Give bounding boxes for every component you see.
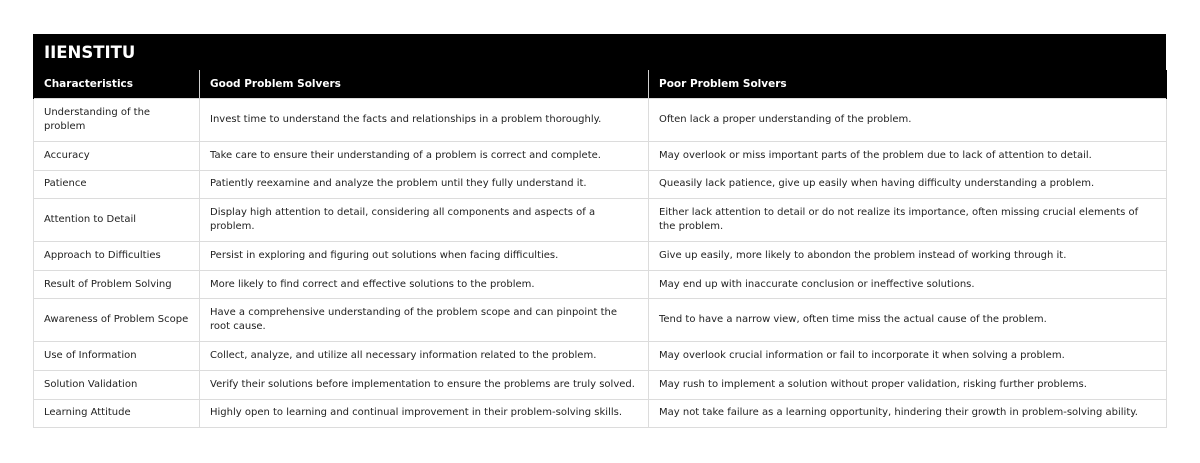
cell-poor: May not take failure as a learning opportunity, hindering their growth in problem-solving ability. [649,399,1167,428]
cell-poor: May overlook crucial information or fail to incorporate it when solving a problem. [649,342,1167,371]
cell-characteristic: Accuracy [34,142,200,171]
cell-characteristic: Solution Validation [34,370,200,399]
table-row [34,342,1167,371]
cell-poor: Queasily lack patience, give up easily when having difficulty understanding a problem. [649,170,1167,199]
cell-characteristic: Awareness of Problem Scope [34,299,200,342]
cell-good: Collect, analyze, and utilize all necessary information related to the problem. [200,342,649,371]
table-row [34,370,1167,399]
cell-good: Persist in exploring and figuring out solutions when facing difficulties. [200,242,649,271]
header-poor-problem-solvers: Poor Problem Solvers [649,70,1167,99]
brand-banner: IIENSTITU [33,34,1166,70]
table-row [34,399,1167,428]
cell-poor: May overlook or miss important parts of the problem due to lack of attention to detail. [649,142,1167,171]
table-row [34,299,1167,342]
cell-good: Take care to ensure their understanding of a problem is correct and complete. [200,142,649,171]
table-row [34,99,1167,142]
header-characteristics: Characteristics [34,70,200,99]
cell-good: More likely to find correct and effective solutions to the problem. [200,270,649,299]
cell-characteristic: Attention to Detail [34,199,200,242]
cell-poor: Either lack attention to detail or do not realize its importance, often missing crucial elements of the problem. [649,199,1167,242]
cell-characteristic: Understanding of the problem [34,99,200,142]
comparison-table-container [33,34,1166,428]
cell-good: Patiently reexamine and analyze the problem until they fully understand it. [200,170,649,199]
cell-poor: May rush to implement a solution without proper validation, risking further problems. [649,370,1167,399]
table-body [34,99,1167,428]
cell-characteristic: Learning Attitude [34,399,200,428]
table-row [34,199,1167,242]
cell-poor: May end up with inaccurate conclusion or ineffective solutions. [649,270,1167,299]
cell-good: Display high attention to detail, considering all components and aspects of a problem. [200,199,649,242]
header-good-problem-solvers: Good Problem Solvers [200,70,649,99]
cell-characteristic: Result of Problem Solving [34,270,200,299]
cell-good: Highly open to learning and continual improvement in their problem-solving skills. [200,399,649,428]
cell-poor: Often lack a proper understanding of the problem. [649,99,1167,142]
cell-poor: Give up easily, more likely to abondon the problem instead of working through it. [649,242,1167,271]
table-row [34,270,1167,299]
cell-good: Invest time to understand the facts and relationships in a problem thoroughly. [200,99,649,142]
cell-good: Verify their solutions before implementation to ensure the problems are truly solved. [200,370,649,399]
cell-characteristic: Use of Information [34,342,200,371]
comparison-table [33,70,1167,428]
header-row [34,70,1167,99]
table-row [34,242,1167,271]
cell-characteristic: Approach to Difficulties [34,242,200,271]
cell-poor: Tend to have a narrow view, often time miss the actual cause of the problem. [649,299,1167,342]
table-row [34,170,1167,199]
cell-characteristic: Patience [34,170,200,199]
table-row [34,142,1167,171]
table-header [34,70,1167,99]
cell-good: Have a comprehensive understanding of the problem scope and can pinpoint the root cause. [200,299,649,342]
